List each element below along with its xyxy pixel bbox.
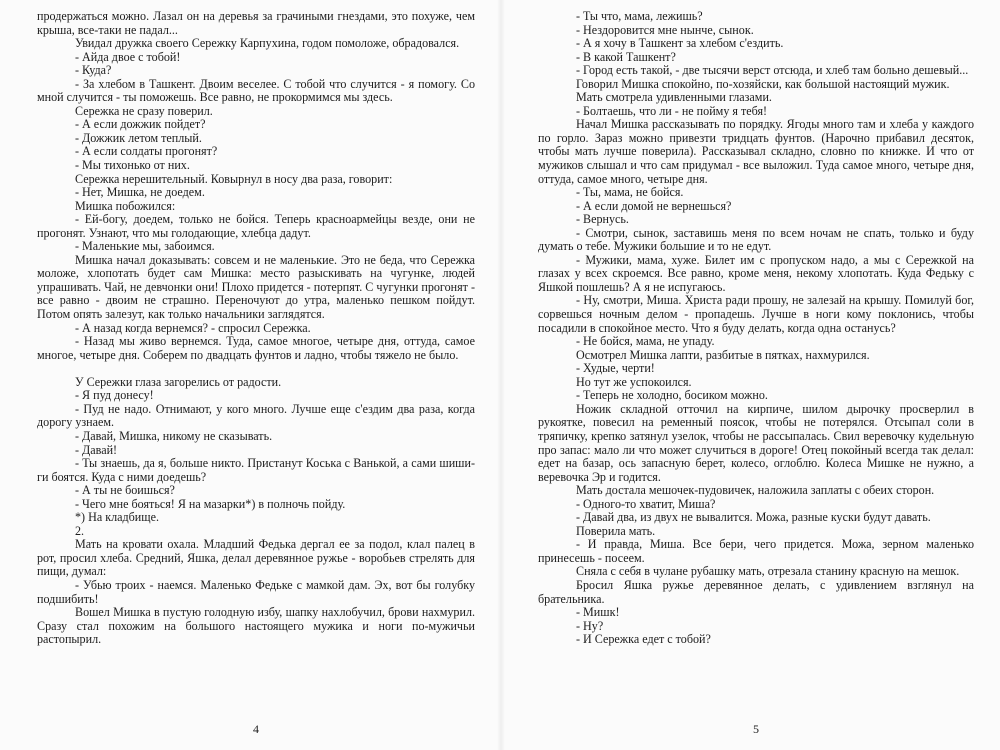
paragraph: - И правда, Миша. Все бери, чего придется. Можа, зерном маленько принесешь - посеем. xyxy=(538,537,974,565)
paragraph: - Маленькие мы, забоимся. xyxy=(75,239,215,254)
paragraph: - Ты что, мама, лежишь? xyxy=(576,9,703,23)
paragraph: - Я пуд донесу! xyxy=(75,388,154,403)
right-page-text xyxy=(538,10,974,647)
paragraph: - А назад когда вернемся? - спросил Сережка. xyxy=(75,320,311,335)
paragraph: Но тут же успокоился. xyxy=(576,374,692,389)
paragraph: продержаться можно. Лазал он на деревья за грачиными гнездами, это похуже, чем крыша, все-таки не падал... xyxy=(37,9,475,37)
paragraph: - Ты, мама, не бойся. xyxy=(576,185,684,200)
left-page-text xyxy=(37,10,475,647)
paragraph: Начал Мишка рассказывать по порядку. Ягоды много там и хлеба у каждого по горло. Зараз можно привезти тридцать фунтов. (Нарочно прибавил десяток, чтобы мать лучше поверила). Рассказывал складно, словно по книжке. И что от мужиков слышал и что сам придумал - все выложил. Туда самое много, четыре дня, оттуда, самое много, четыре дня. xyxy=(538,117,974,186)
paragraph: - И Сережка едет с тобой? xyxy=(576,632,711,647)
paragraph: - А если солдаты прогонят? xyxy=(75,144,218,159)
left-page xyxy=(37,10,475,745)
paragraph: Вошел Мишка в пустую голодную избу, шапку нахлобучил, брови нахмурил. Сразу стал похожим на большого настоящего мужика и ноги по-мужичьи растопырил. xyxy=(37,605,475,647)
paragraph: - Нет, Мишка, не доедем. xyxy=(75,185,205,200)
paragraph: - Мишк! xyxy=(576,605,620,620)
paragraph: - Смотри, сынок, заставишь меня по всем ночам не спать, только и буду думать о тебе. Мужики большие и то не едут. xyxy=(538,225,974,254)
right-page xyxy=(538,10,974,745)
paragraph: - В какой Ташкент? xyxy=(576,49,676,64)
paragraph xyxy=(37,362,475,376)
paragraph: Увидал дружка своего Сережку Карпухина, годом помоложе, обрадовался. xyxy=(75,36,460,51)
paragraph: Мать смотрела удивленными глазами. xyxy=(576,90,772,105)
paragraph: Поверила мать. xyxy=(576,523,656,538)
book-gutter xyxy=(497,0,505,750)
paragraph: *) На кладбище. xyxy=(75,510,159,525)
paragraph: - Айда двое с тобой! xyxy=(75,49,181,64)
paragraph: - Теперь не холодно, босиком можно. xyxy=(576,388,768,403)
paragraph: - Город есть такой, - две тысячи верст отсюда, и хлеб там больно дешевый... xyxy=(576,63,969,78)
paragraph: Мать достала мешочек-пудовичек, наложила заплаты с обеих сторон. xyxy=(576,483,935,498)
paragraph: Бросил Яшка ружье деревянное делать, с удивлением взглянул на брательника. xyxy=(538,577,974,606)
paragraph: - Пуд не надо. Отнимают, у кого много. Лучше еще с'ездим два раза, когда дорогу узнаем. xyxy=(37,401,475,430)
paragraph: Мишка начал доказывать: совсем и не маленькие. Это не беда, что Сережка моложе, хлопотать будет сам Мишка: место разыскивать на чугунке, людей упрашивать. Чай, не девчонки они! Плохо придется - потерпят. С чугунки прогонят - все равно - двоим не страшно. Переночуют до утра, маленько пешком пойдут. Потом опять залезут, как только начальники заглядятся. xyxy=(37,252,475,322)
right-page-number: 5 xyxy=(753,722,759,736)
paragraph: - Куда? xyxy=(75,63,112,78)
paragraph: - Чего мне бояться! Я на мазарки*) в полночь пойду. xyxy=(75,496,346,511)
paragraph: - Мужики, мама, хуже. Билет им с пропуском надо, а мы с Сережкой на глазах у всех скроемся. Все равно, кроме меня, некому хлопотать. Куда Федьку с Яшкой пошлешь? А я не испугаюсь. xyxy=(538,252,974,294)
paragraph: Сережка не сразу поверил. xyxy=(75,103,213,118)
paragraph: - Давай два, из двух не вывалится. Можа, разные куски будут давать. xyxy=(576,510,931,525)
paragraph: - А я хочу в Ташкент за хлебом с'ездить. xyxy=(576,36,784,51)
paragraph: У Сережки глаза загорелись от радости. xyxy=(75,374,282,389)
paragraph: - Давай! xyxy=(75,442,118,457)
paragraph: Осмотрел Мишка лапти, разбитые в пятках, нахмурился. xyxy=(576,347,870,362)
left-page-number: 4 xyxy=(253,722,259,736)
paragraph: - Давай, Мишка, никому не сказывать. xyxy=(75,428,273,443)
paragraph: - Нездоровится мне нынче, сынок. xyxy=(576,22,754,37)
paragraph: - Ну? xyxy=(576,618,604,633)
paragraph: - За хлебом в Ташкент. Двоим веселее. С тобой что случится - я помогу. Со мной случится - ты поможешь. Все равно, не прокормимся мы здесь. xyxy=(37,76,475,105)
paragraph: - Худые, черти! xyxy=(576,361,655,376)
paragraph: - Не бойся, мама, не упаду. xyxy=(576,334,715,349)
paragraph: - Одного-то хватит, Миша? xyxy=(576,496,716,511)
paragraph: - Убью троих - наемся. Маленько Федьке с мамкой дам. Эх, вот бы голубку подшибить! xyxy=(37,577,475,606)
paragraph: Мишка побожился: xyxy=(75,198,176,213)
paragraph: Говорил Мишка спокойно, по-хозяйски, как большой настоящий мужик. xyxy=(576,76,950,91)
paragraph: 2. xyxy=(75,523,85,538)
paragraph: - Назад мы живо вернемся. Туда, самое многое, четыре дня, оттуда, самое многое, четыре дня. Соберем по двадцать фунтов и ладно, чтобы тяжело не было. xyxy=(37,334,475,362)
paragraph: - Вернусь. xyxy=(576,212,629,227)
paragraph: Ножик складной отточил на кирпиче, шилом дырочку просверлил в рукоятке, повесил на ременный поясок, чтобы не потерялся. Отсыпал соли в тряпичку, крепко затянул узелок, чтобы не рассыпалась. Свил веревочку кудельную про запас: мало ли что может случиться в дороге! Отец покойный всегда так делал: едет на базар, ось запасную берет, колесо, оглоблю. Колеса Мишке не нужно, а веревочка Эр и годится. xyxy=(538,401,974,484)
paragraph: - Ей-богу, доедем, только не бойся. Теперь красноармейцы везде, они не прогонят. Узнают, что мы голодающие, хлебца дадут. xyxy=(37,212,475,240)
paragraph: - Ты знаешь, да я, больше никто. Пристанут Коська с Ванькой, а сами шиши-ги боятся. Куда с ними доедешь? xyxy=(37,456,475,484)
paragraph: - Болтаешь, что ли - не пойму я тебя! xyxy=(576,103,768,118)
paragraph: - А если домой не вернешься? xyxy=(576,198,732,213)
paragraph: Мать на кровати охала. Младший Федька дергал ее за подол, клал палец в рот, просил хлеба. Средний, Яшка, делал деревянное ружье - воробьев стрелять для пищи, думал: xyxy=(37,537,475,579)
paragraph: - Мы тихонько от них. xyxy=(75,158,190,173)
paragraph: - А ты не боишься? xyxy=(75,483,175,498)
paragraph: Сняла с себя в чулане рубашку мать, отрезала станину красную на мешок. xyxy=(576,564,960,579)
paragraph: - Ну, смотри, Миша. Христа ради прошу, не залезай на крышу. Помилуй бог, сорвешься ночным делом - пропадешь. Лучше в ноги кому поклонись, чтобы посадили в спокойное место. Что я буду делать, когда одна останусь? xyxy=(538,293,974,335)
paragraph: Сережка нерешительный. Ковырнул в носу два раза, говорит: xyxy=(75,171,393,186)
paragraph: - А если дожжик пойдет? xyxy=(75,117,206,132)
paragraph: - Дожжик летом теплый. xyxy=(75,130,202,145)
